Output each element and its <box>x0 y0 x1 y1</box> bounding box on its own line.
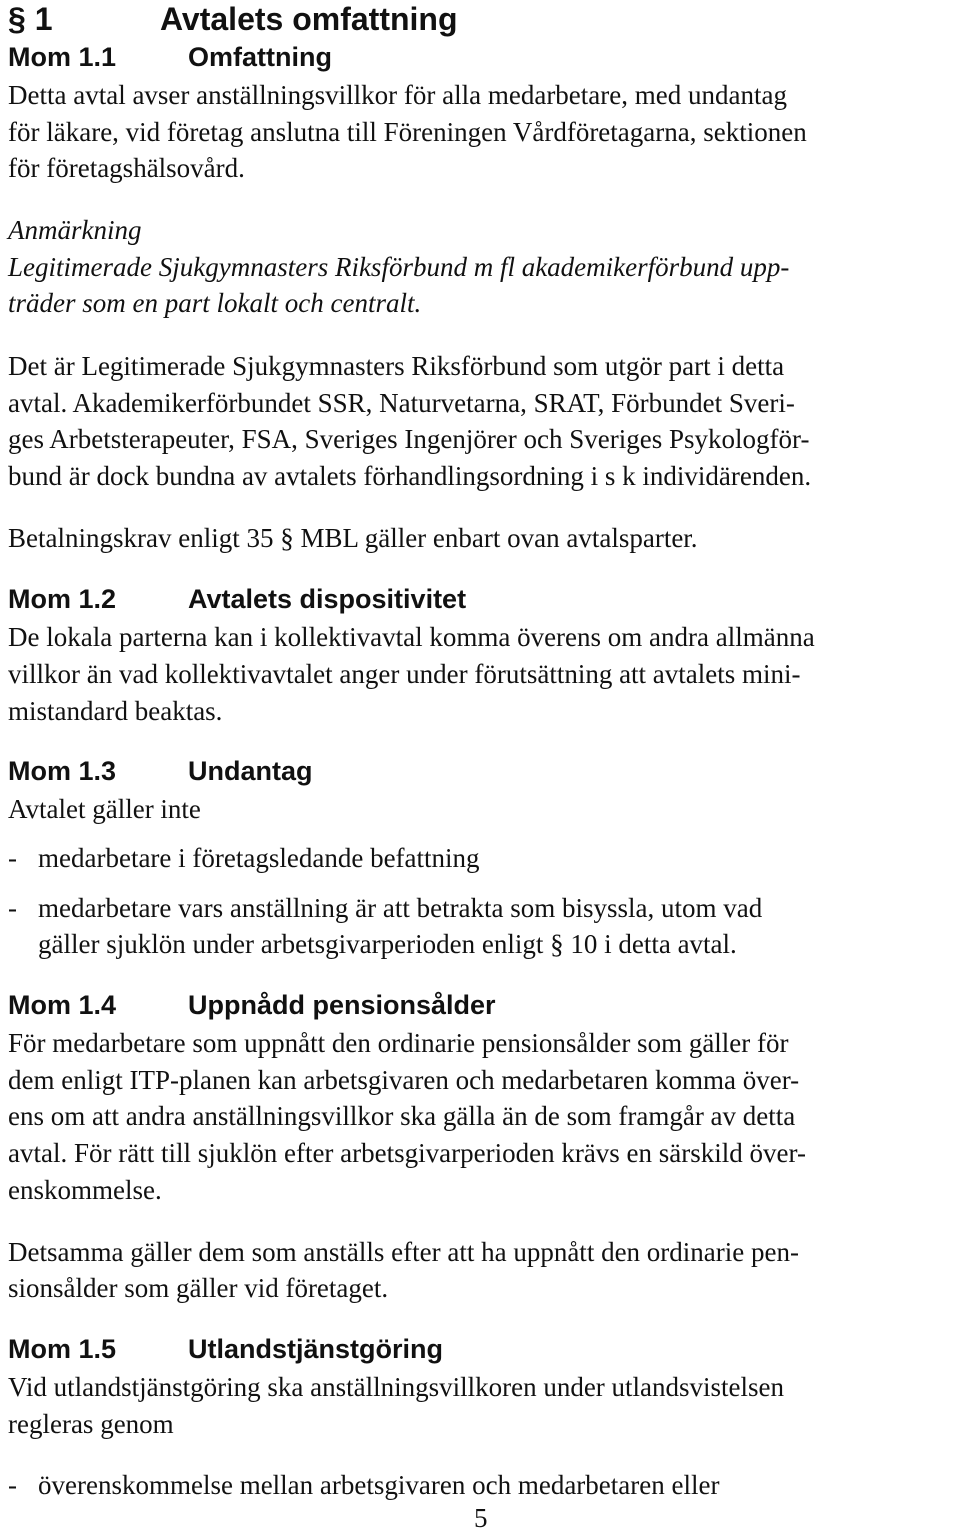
mom-1-4-heading <box>8 988 496 1022</box>
list-item-text: medarbetare i företagsledande befattning <box>38 843 480 873</box>
paragraph-line: För medarbetare som uppnått den ordinarie pensionsålder som gäller för <box>8 1028 789 1058</box>
list-item-text: medarbetare vars anställning är att betrakta som bisyssla, utom vad <box>38 893 763 923</box>
mom-number: Mom 1.2 <box>8 584 117 614</box>
paragraph-line: ens om att andra anställningsvillkor ska gälla än de som framgår av detta <box>8 1101 796 1131</box>
paragraph-line: Avtalet gäller inte <box>8 794 201 824</box>
list-dash: - <box>8 1470 17 1500</box>
list-item <box>8 890 762 926</box>
list-dash: - <box>8 843 17 873</box>
mom-number: Mom 1.1 <box>8 42 117 72</box>
list-item <box>8 840 480 876</box>
mom-1-5-heading <box>8 1332 443 1366</box>
paragraph-line: bund är dock bundna av avtalets förhandlingsordning i s k individärenden. <box>8 461 812 491</box>
note-line: Legitimerade Sjukgymnasters Riksförbund m fl akademikerförbund upp- <box>8 252 790 282</box>
paragraph-line: enskommelse. <box>8 1175 162 1205</box>
mom-1-3-heading <box>8 754 313 788</box>
paragraph-line: Betalningskrav enligt 35 § MBL gäller enbart ovan avtalsparter. <box>8 523 698 553</box>
paragraph-line: Vid utlandstjänstgöring ska anställningsvillkoren under utlandsvistelsen <box>8 1372 785 1402</box>
note-line: träder som en part lokalt och centralt. <box>8 288 422 318</box>
section-number: § 1 <box>8 1 53 37</box>
paragraph-line: för företagshälsovård. <box>8 153 245 183</box>
paragraph-line: sionsålder som gäller vid företaget. <box>8 1273 389 1303</box>
page-number: 5 <box>474 1503 488 1533</box>
mom-title: Utlandstjänstgöring <box>188 1334 443 1364</box>
paragraph-line: ges Arbetsterapeuter, FSA, Sveriges Ingenjörer och Sveriges Psykologför- <box>8 424 810 454</box>
list-dash: - <box>8 893 17 923</box>
mom-number: Mom 1.5 <box>8 1334 117 1364</box>
mom-number: Mom 1.4 <box>8 990 117 1020</box>
mom-title: Avtalets dispositivitet <box>188 584 467 614</box>
section-title: Avtalets omfattning <box>160 1 458 37</box>
paragraph-line: villkor än vad kollektivavtalet anger under förutsättning att avtalets mini- <box>8 659 801 689</box>
section-heading <box>8 0 458 38</box>
mom-number: Mom 1.3 <box>8 756 117 786</box>
list-item-text: överenskommelse mellan arbetsgivaren och medarbetaren eller <box>38 1470 720 1500</box>
paragraph-line: Det är Legitimerade Sjukgymnasters Riksförbund som utgör part i detta <box>8 351 785 381</box>
paragraph-line: avtal. Akademikerförbundet SSR, Naturvetarna, SRAT, Förbundet Sveri- <box>8 388 795 418</box>
paragraph-line: dem enligt ITP-planen kan arbetsgivaren och medarbetaren komma över- <box>8 1065 800 1095</box>
list-item-continuation: gäller sjuklön under arbetsgivarperioden enligt § 10 i detta avtal. <box>38 929 737 959</box>
paragraph-line: avtal. För rätt till sjuklön efter arbetsgivarperioden krävs en särskild över- <box>8 1138 806 1168</box>
paragraph-line: för läkare, vid företag anslutna till Föreningen Vårdföretagarna, sektionen <box>8 117 807 147</box>
paragraph-line: mistandard beaktas. <box>8 696 223 726</box>
mom-1-2-heading <box>8 582 466 616</box>
mom-title: Undantag <box>188 756 313 786</box>
note-label: Anmärkning <box>8 215 142 245</box>
paragraph-line: Detta avtal avser anställningsvillkor för alla medarbetare, med undantag <box>8 80 787 110</box>
mom-title: Uppnådd pensionsålder <box>188 990 496 1020</box>
mom-title: Omfattning <box>188 42 332 72</box>
paragraph-line: regleras genom <box>8 1409 174 1439</box>
paragraph-line: De lokala parterna kan i kollektivavtal komma överens om andra allmänna <box>8 622 815 652</box>
mom-1-1-heading <box>8 40 332 74</box>
list-item <box>8 1467 719 1503</box>
paragraph-line: Detsamma gäller dem som anställs efter att ha uppnått den ordinarie pen- <box>8 1237 799 1267</box>
